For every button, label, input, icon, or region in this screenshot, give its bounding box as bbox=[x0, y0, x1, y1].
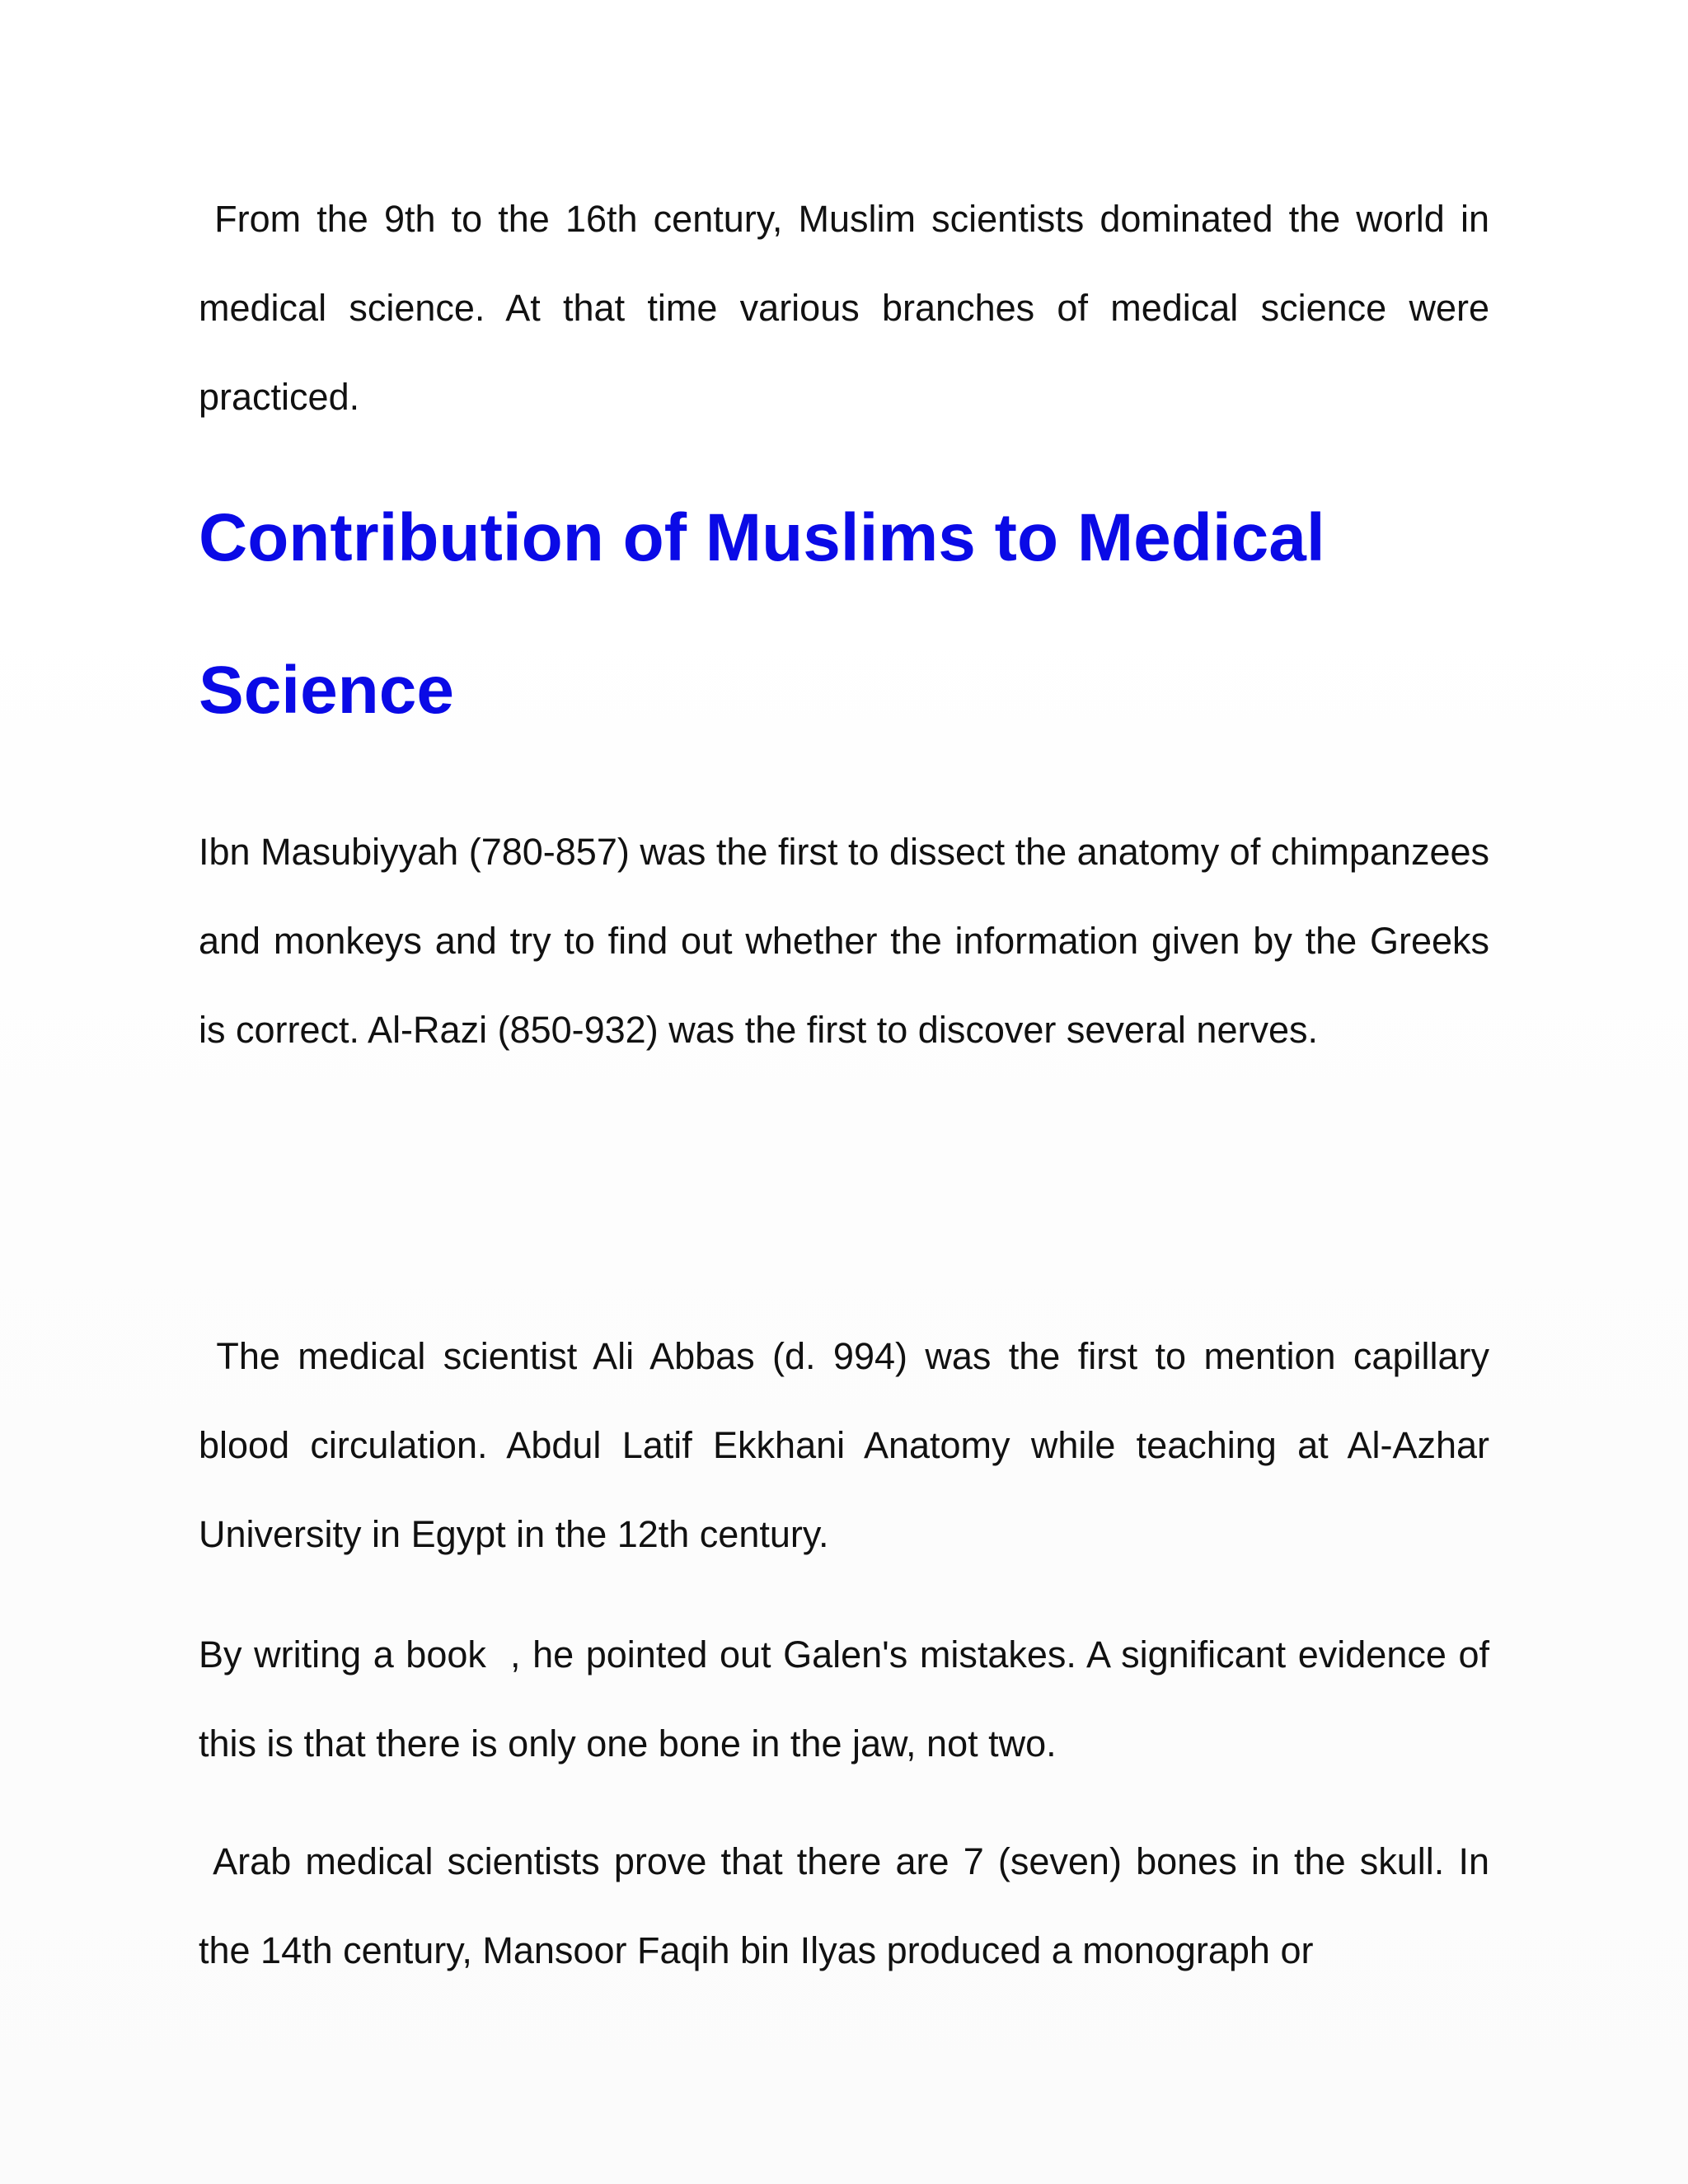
paragraph-intro-text: From the 9th to the 16th century, Muslim scientists dominated the world in medical science. At that time various branches of medical science were practiced. bbox=[199, 198, 1500, 418]
paragraph-abbas bbox=[199, 1312, 1500, 1579]
paragraph-masubiyyah-text: Ibn Masubiyyah (780-857) was the first to dissect the anatomy of chimpanzees and monkeys and try to find out whether the information given by the Greeks is correct. Al-Razi (850-932) was the first to discover several nerves. bbox=[199, 831, 1500, 1051]
paragraph-book-text: By writing a book , he pointed out Galen's mistakes. A significant evidence of this is that there is only one bone in the jaw, not two. bbox=[199, 1633, 1500, 1765]
paragraph-masubiyyah bbox=[199, 808, 1500, 1075]
section-heading-text: Contribution of Muslims to Medical Science bbox=[199, 500, 1325, 728]
paragraph-abbas-text: The medical scientist Ali Abbas (d. 994) was the first to mention capillary blood circulation. Abdul Latif Ekkhani Anatomy while teaching at Al-Azhar University in Egypt in the 12th century. bbox=[199, 1335, 1500, 1555]
paragraph-skull bbox=[199, 1817, 1500, 1995]
paragraph-intro bbox=[199, 175, 1500, 442]
paragraph-skull-text: Arab medical scientists prove that there are 7 (seven) bones in the skull. In the 14th century, Mansoor Faqih bin Ilyas produced a monograph or bbox=[199, 1840, 1500, 1971]
paragraph-book bbox=[199, 1610, 1500, 1788]
section-heading bbox=[199, 462, 1489, 766]
